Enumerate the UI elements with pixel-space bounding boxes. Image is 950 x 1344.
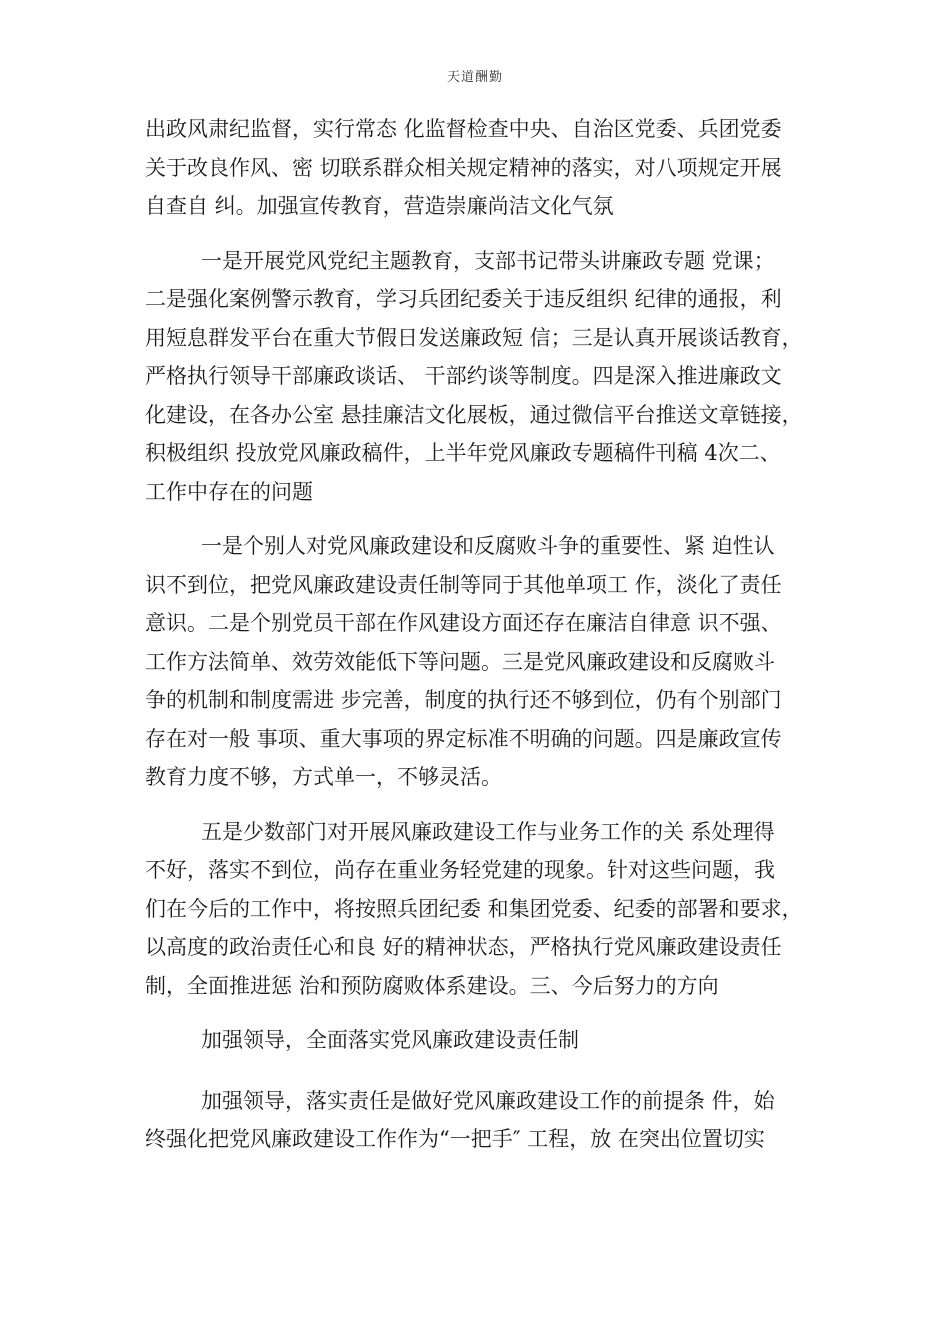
text-line: 以高度的政治责任心和良 好的精神状态，严格执行党风廉政建设责任	[145, 935, 782, 959]
page-header: 天道酬勤	[446, 70, 503, 85]
text-line: 争的机制和制度需进 步完善，制度的执行还不够到位，仍有个别部门	[145, 688, 782, 712]
paragraph-4	[145, 813, 815, 1006]
text-line: 自查自 纠。加强宣传教育，营造崇廉尚洁文化气氛	[145, 194, 614, 218]
text-line: 加强领导，全面落实党风廉政建设责任制	[201, 1028, 579, 1052]
text-line: 工作方法简单、效劳效能低下等问题。三是党风廉政建设和反腐败斗	[145, 649, 775, 674]
text-line: 加强领导，落实责任是做好党风廉政建设工作的前提条 件，始	[201, 1088, 775, 1113]
paragraph-2	[145, 242, 815, 512]
text-line: 二是强化案例警示教育，学习兵团纪委关于违反组织 纪律的通报，利	[145, 287, 782, 311]
text-line: 五是少数部门对开展风廉政建设工作与业务工作的关 系处理得	[201, 819, 775, 844]
text-line: 们在今后的工作中，将按照兵团纪委 和集团党委、纪委的部署和要求，	[145, 896, 803, 921]
text-line: 一是开展党风党纪主题教育，支部书记带头讲廉政专题 党课；	[201, 248, 775, 273]
document-body	[145, 110, 815, 1175]
text-line: 严格执行领导干部廉政谈话、 干部约谈等制度。四是深入推进廉政文	[145, 364, 782, 388]
text-line: 关于改良作风、密 切联系群众相关规定精神的落实，对八项规定开展	[145, 155, 782, 180]
paragraph-3	[145, 527, 815, 797]
text-line: 一是个别人对党风廉政建设和反腐败斗争的重要性、紧 迫性认	[201, 534, 775, 558]
text-line: 制，全面推进惩 治和预防腐败体系建设。三、今后努力的方向	[145, 973, 719, 998]
paragraph-5-heading	[145, 1021, 815, 1060]
text-line: 化建设，在各办公室 悬挂廉洁文化展板，通过微信平台推送文章链接，	[145, 402, 803, 427]
paragraph-6	[145, 1082, 815, 1159]
text-line: 识不到位，把党风廉政建设责任制等同于其他单项工 作，淡化了责任	[145, 572, 782, 597]
text-line: 存在对一般 事项、重大事项的界定标准不明确的问题。四是廉政宣传	[145, 726, 782, 751]
text-line: 用短息群发平台在重大节假日发送廉政短 信；三是认真开展谈话教育，	[145, 325, 803, 350]
text-line: 出政风肃纪监督，实行常态 化监督检查中央、自治区党委、兵团党委	[145, 117, 782, 141]
text-line: 教育力度不够，方式单一，不够灵活。	[145, 765, 502, 789]
text-line: 终强化把党风廉政建设工作作为“一把手″ 工程，放 在突出位置切实	[145, 1127, 765, 1151]
text-line: 不好，落实不到位，尚存在重业务轻党建的现象。针对这些问题，我	[145, 858, 775, 882]
text-line: 工作中存在的问题	[145, 479, 313, 504]
paragraph-1	[145, 110, 815, 226]
text-line: 积极组织 投放党风廉政稿件，上半年党风廉政专题稿件刊稿 4次二、	[145, 441, 781, 465]
text-line: 意识。二是个别党员干部在作风建设方面还存在廉洁自律意 识不强、	[145, 611, 782, 635]
